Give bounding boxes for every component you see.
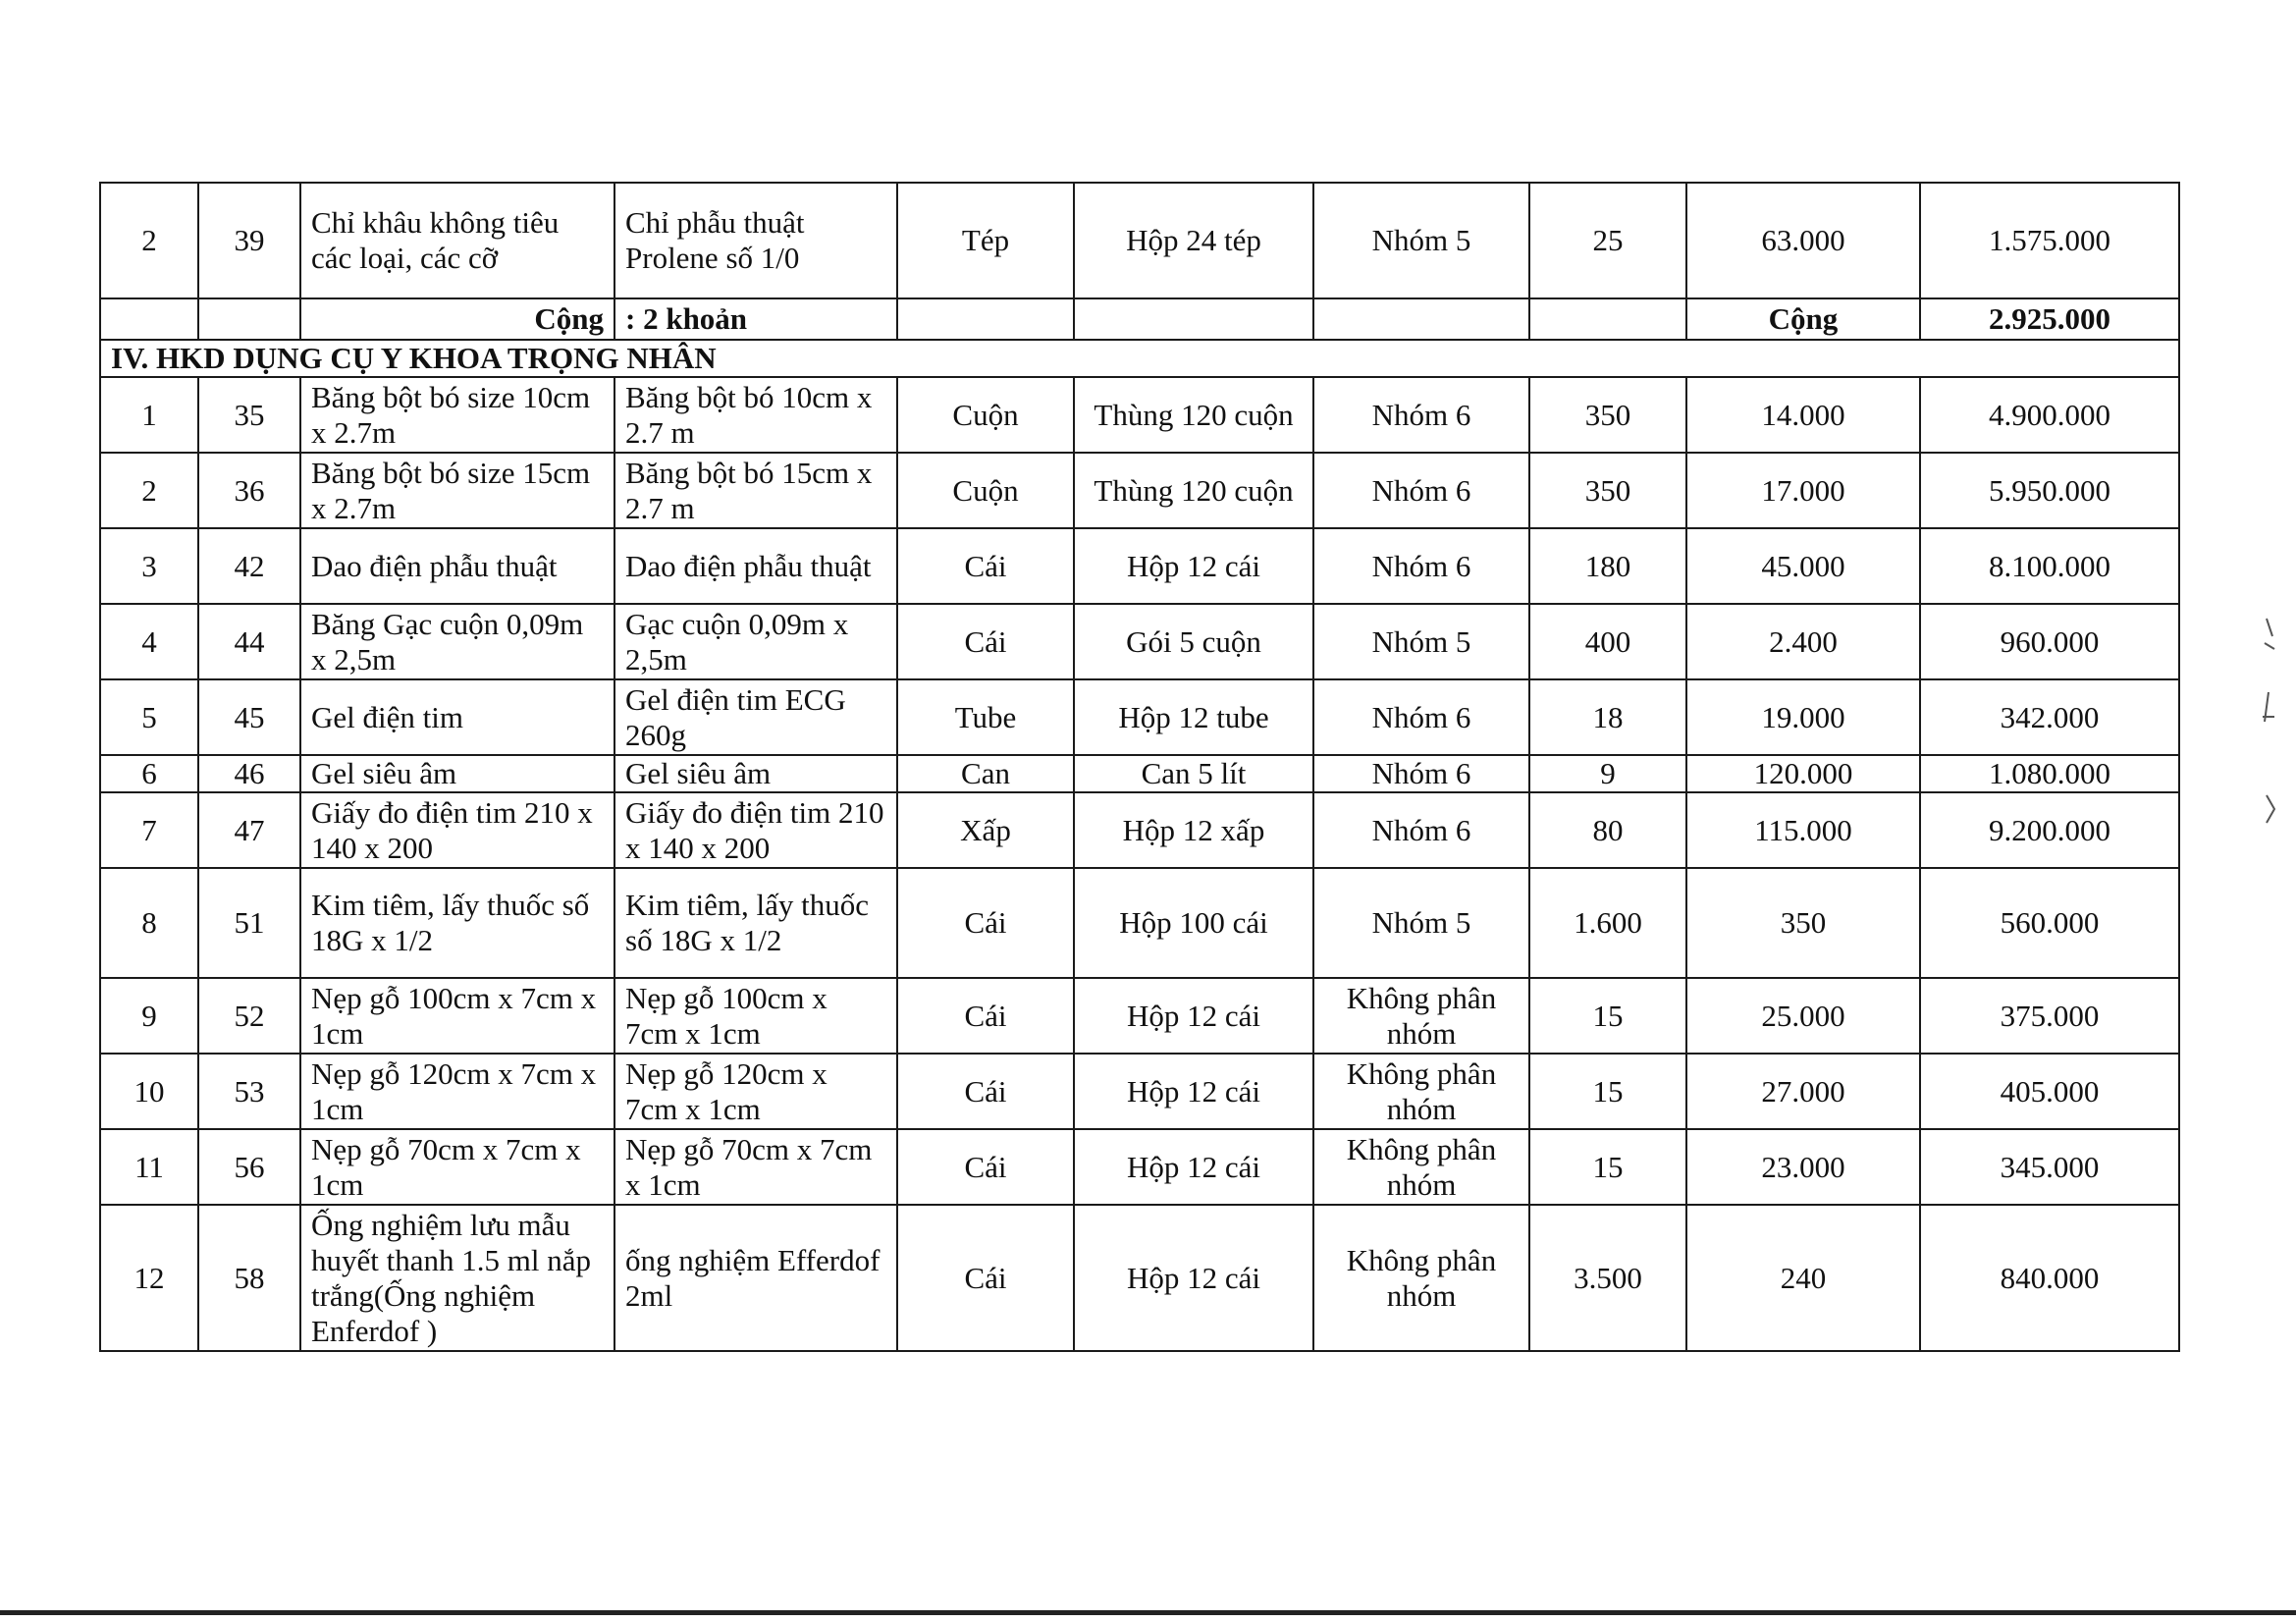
cell-quy-cach: Hộp 12 cái bbox=[1074, 1205, 1313, 1351]
cell-ma: 35 bbox=[198, 377, 300, 453]
cell-thanh-tien: 8.100.000 bbox=[1920, 528, 2179, 604]
cell-ten: Gel siêu âm bbox=[300, 755, 614, 792]
cell-mo-ta: Gel siêu âm bbox=[614, 755, 897, 792]
table-row bbox=[100, 453, 2179, 528]
table-row bbox=[100, 792, 2179, 868]
cell-so-luong: 3.500 bbox=[1529, 1205, 1686, 1351]
cell-mo-ta: Băng bột bó 15cm x 2.7 m bbox=[614, 453, 897, 528]
cell-stt: 3 bbox=[100, 528, 198, 604]
cell-ma: 51 bbox=[198, 868, 300, 978]
cell-so-luong: 15 bbox=[1529, 978, 1686, 1054]
cell-don-gia: 23.000 bbox=[1686, 1129, 1920, 1205]
cell-don-gia: 27.000 bbox=[1686, 1054, 1920, 1129]
cell-stt: 10 bbox=[100, 1054, 198, 1129]
cell-nhom: Không phân nhóm bbox=[1313, 1054, 1529, 1129]
cell-so-luong: 18 bbox=[1529, 679, 1686, 755]
cell-dvt: Cái bbox=[897, 604, 1074, 679]
cell-thanh-tien: 375.000 bbox=[1920, 978, 2179, 1054]
cell-mo-ta: Nẹp gỗ 100cm x 7cm x 1cm bbox=[614, 978, 897, 1054]
subtotal-label-2: Cộng bbox=[1686, 298, 1920, 340]
cell-dvt: Cái bbox=[897, 1054, 1074, 1129]
cell-thanh-tien: 840.000 bbox=[1920, 1205, 2179, 1351]
cell-nhom: Nhóm 5 bbox=[1313, 868, 1529, 978]
cell-dvt: Can bbox=[897, 755, 1074, 792]
cell-nhom: Nhóm 6 bbox=[1313, 679, 1529, 755]
cell-mo-ta: Băng bột bó 10cm x 2.7 m bbox=[614, 377, 897, 453]
table-row bbox=[100, 1205, 2179, 1351]
cell-so-luong: 25 bbox=[1529, 183, 1686, 298]
cell-stt: 5 bbox=[100, 679, 198, 755]
table-row bbox=[100, 868, 2179, 978]
cell-thanh-tien: 9.200.000 bbox=[1920, 792, 2179, 868]
cell-don-gia: 19.000 bbox=[1686, 679, 1920, 755]
cell-ten: Băng bột bó size 10cm x 2.7m bbox=[300, 377, 614, 453]
cell-quy-cach: Hộp 100 cái bbox=[1074, 868, 1313, 978]
cell-ma: 58 bbox=[198, 1205, 300, 1351]
cell-don-gia: 63.000 bbox=[1686, 183, 1920, 298]
table-row bbox=[100, 604, 2179, 679]
cell-mo-ta: Giấy đo điện tim 210 x 140 x 200 bbox=[614, 792, 897, 868]
cell-ma: 53 bbox=[198, 1054, 300, 1129]
cell-so-luong: 400 bbox=[1529, 604, 1686, 679]
cell-don-gia: 120.000 bbox=[1686, 755, 1920, 792]
cell-so-luong: 1.600 bbox=[1529, 868, 1686, 978]
table-row bbox=[100, 1129, 2179, 1205]
cell-don-gia: 2.400 bbox=[1686, 604, 1920, 679]
cell-so-luong: 180 bbox=[1529, 528, 1686, 604]
cell-nhom: Nhóm 6 bbox=[1313, 377, 1529, 453]
cell-mo-ta: Chỉ phẫu thuật Prolene số 1/0 bbox=[614, 183, 897, 298]
cell-nhom: Nhóm 6 bbox=[1313, 453, 1529, 528]
cell-dvt: Cái bbox=[897, 868, 1074, 978]
table-row bbox=[100, 679, 2179, 755]
cell-ten: Nẹp gỗ 70cm x 7cm x 1cm bbox=[300, 1129, 614, 1205]
cell-don-gia: 14.000 bbox=[1686, 377, 1920, 453]
cell-ma: 47 bbox=[198, 792, 300, 868]
cell-don-gia: 240 bbox=[1686, 1205, 1920, 1351]
cell-mo-ta: Nẹp gỗ 70cm x 7cm x 1cm bbox=[614, 1129, 897, 1205]
cell-nhom: Nhóm 6 bbox=[1313, 755, 1529, 792]
cell-stt: 12 bbox=[100, 1205, 198, 1351]
cell-quy-cach: Gói 5 cuộn bbox=[1074, 604, 1313, 679]
section-title: IV. HKD DỤNG CỤ Y KHOA TRỌNG NHÂN bbox=[100, 340, 2179, 377]
cell-ma: 52 bbox=[198, 978, 300, 1054]
cell-nhom: Nhóm 6 bbox=[1313, 792, 1529, 868]
cell-ma: 45 bbox=[198, 679, 300, 755]
cell-dvt: Cái bbox=[897, 1205, 1074, 1351]
table-row bbox=[100, 755, 2179, 792]
cell-ten: Ống nghiệm lưu mẫu huyết thanh 1.5 ml nắp trắng(Ống nghiệm Enferdof ) bbox=[300, 1205, 614, 1351]
cell-quy-cach: Thùng 120 cuộn bbox=[1074, 453, 1313, 528]
cell-nhom: Nhóm 5 bbox=[1313, 604, 1529, 679]
cell-dvt: Cuộn bbox=[897, 377, 1074, 453]
cell-stt: 1 bbox=[100, 377, 198, 453]
scan-artifact-marks bbox=[2237, 599, 2296, 893]
table-row bbox=[100, 978, 2179, 1054]
table-row bbox=[100, 183, 2179, 298]
cell-mo-ta: Gel điện tim ECG 260g bbox=[614, 679, 897, 755]
cell-nhom: Nhóm 5 bbox=[1313, 183, 1529, 298]
cell-ten: Băng Gạc cuộn 0,09m x 2,5m bbox=[300, 604, 614, 679]
cell-ten: Dao điện phẫu thuật bbox=[300, 528, 614, 604]
cell-thanh-tien: 1.080.000 bbox=[1920, 755, 2179, 792]
cell-ma: 46 bbox=[198, 755, 300, 792]
cell-don-gia: 17.000 bbox=[1686, 453, 1920, 528]
cell-ten: Kim tiêm, lấy thuốc số 18G x 1/2 bbox=[300, 868, 614, 978]
procurement-table bbox=[99, 182, 2180, 1352]
cell-dvt: Xấp bbox=[897, 792, 1074, 868]
cell-stt: 6 bbox=[100, 755, 198, 792]
subtotal-items: : 2 khoản bbox=[614, 298, 897, 340]
cell-so-luong: 15 bbox=[1529, 1129, 1686, 1205]
cell-quy-cach: Can 5 lít bbox=[1074, 755, 1313, 792]
subtotal-row bbox=[100, 298, 2179, 340]
cell-stt: 8 bbox=[100, 868, 198, 978]
cell-dvt: Cái bbox=[897, 978, 1074, 1054]
cell-don-gia: 350 bbox=[1686, 868, 1920, 978]
cell-quy-cach: Hộp 12 xấp bbox=[1074, 792, 1313, 868]
cell-so-luong: 350 bbox=[1529, 453, 1686, 528]
table-row bbox=[100, 377, 2179, 453]
cell-ten: Nẹp gỗ 120cm x 7cm x 1cm bbox=[300, 1054, 614, 1129]
cell-nhom: Không phân nhóm bbox=[1313, 978, 1529, 1054]
subtotal-label: Cộng bbox=[300, 298, 614, 340]
cell-quy-cach: Hộp 12 tube bbox=[1074, 679, 1313, 755]
table-row bbox=[100, 528, 2179, 604]
cell-so-luong: 80 bbox=[1529, 792, 1686, 868]
cell-ma: 39 bbox=[198, 183, 300, 298]
bottom-rule bbox=[0, 1610, 2296, 1615]
cell-so-luong: 9 bbox=[1529, 755, 1686, 792]
cell-thanh-tien: 345.000 bbox=[1920, 1129, 2179, 1205]
cell-so-luong: 350 bbox=[1529, 377, 1686, 453]
cell-so-luong: 15 bbox=[1529, 1054, 1686, 1129]
cell-thanh-tien: 342.000 bbox=[1920, 679, 2179, 755]
subtotal-total: 2.925.000 bbox=[1920, 298, 2179, 340]
cell-ten: Băng bột bó size 15cm x 2.7m bbox=[300, 453, 614, 528]
cell-quy-cach: Hộp 12 cái bbox=[1074, 1129, 1313, 1205]
cell-ma: 36 bbox=[198, 453, 300, 528]
cell-quy-cach: Thùng 120 cuộn bbox=[1074, 377, 1313, 453]
cell-mo-ta: Kim tiêm, lấy thuốc số 18G x 1/2 bbox=[614, 868, 897, 978]
cell-mo-ta: Gạc cuộn 0,09m x 2,5m bbox=[614, 604, 897, 679]
cell-nhom: Nhóm 6 bbox=[1313, 528, 1529, 604]
cell-nhom: Không phân nhóm bbox=[1313, 1205, 1529, 1351]
table-row bbox=[100, 1054, 2179, 1129]
cell-thanh-tien: 960.000 bbox=[1920, 604, 2179, 679]
cell-dvt: Cái bbox=[897, 528, 1074, 604]
cell-stt: 2 bbox=[100, 453, 198, 528]
cell-ma: 56 bbox=[198, 1129, 300, 1205]
cell-ten: Gel điện tim bbox=[300, 679, 614, 755]
cell-ten: Nẹp gỗ 100cm x 7cm x 1cm bbox=[300, 978, 614, 1054]
cell-mo-ta: Nẹp gỗ 120cm x 7cm x 1cm bbox=[614, 1054, 897, 1129]
cell-dvt: Tép bbox=[897, 183, 1074, 298]
cell-mo-ta: ống nghiệm Efferdof 2ml bbox=[614, 1205, 897, 1351]
cell-dvt: Cuộn bbox=[897, 453, 1074, 528]
cell-thanh-tien: 5.950.000 bbox=[1920, 453, 2179, 528]
cell-don-gia: 45.000 bbox=[1686, 528, 1920, 604]
cell-stt: 9 bbox=[100, 978, 198, 1054]
cell-ten: Chỉ khâu không tiêu các loại, các cỡ bbox=[300, 183, 614, 298]
cell-stt: 2 bbox=[100, 183, 198, 298]
cell-thanh-tien: 1.575.000 bbox=[1920, 183, 2179, 298]
cell-don-gia: 25.000 bbox=[1686, 978, 1920, 1054]
cell-stt: 7 bbox=[100, 792, 198, 868]
cell-ma: 44 bbox=[198, 604, 300, 679]
cell-nhom: Không phân nhóm bbox=[1313, 1129, 1529, 1205]
cell-dvt: Cái bbox=[897, 1129, 1074, 1205]
cell-thanh-tien: 4.900.000 bbox=[1920, 377, 2179, 453]
cell-mo-ta: Dao điện phẫu thuật bbox=[614, 528, 897, 604]
cell-thanh-tien: 405.000 bbox=[1920, 1054, 2179, 1129]
cell-thanh-tien: 560.000 bbox=[1920, 868, 2179, 978]
cell-ten: Giấy đo điện tim 210 x 140 x 200 bbox=[300, 792, 614, 868]
cell-quy-cach: Hộp 12 cái bbox=[1074, 978, 1313, 1054]
cell-stt: 11 bbox=[100, 1129, 198, 1205]
cell-stt: 4 bbox=[100, 604, 198, 679]
cell-quy-cach: Hộp 12 cái bbox=[1074, 528, 1313, 604]
cell-quy-cach: Hộp 24 tép bbox=[1074, 183, 1313, 298]
cell-don-gia: 115.000 bbox=[1686, 792, 1920, 868]
cell-ma: 42 bbox=[198, 528, 300, 604]
section-row bbox=[100, 340, 2179, 377]
cell-quy-cach: Hộp 12 cái bbox=[1074, 1054, 1313, 1129]
cell-dvt: Tube bbox=[897, 679, 1074, 755]
